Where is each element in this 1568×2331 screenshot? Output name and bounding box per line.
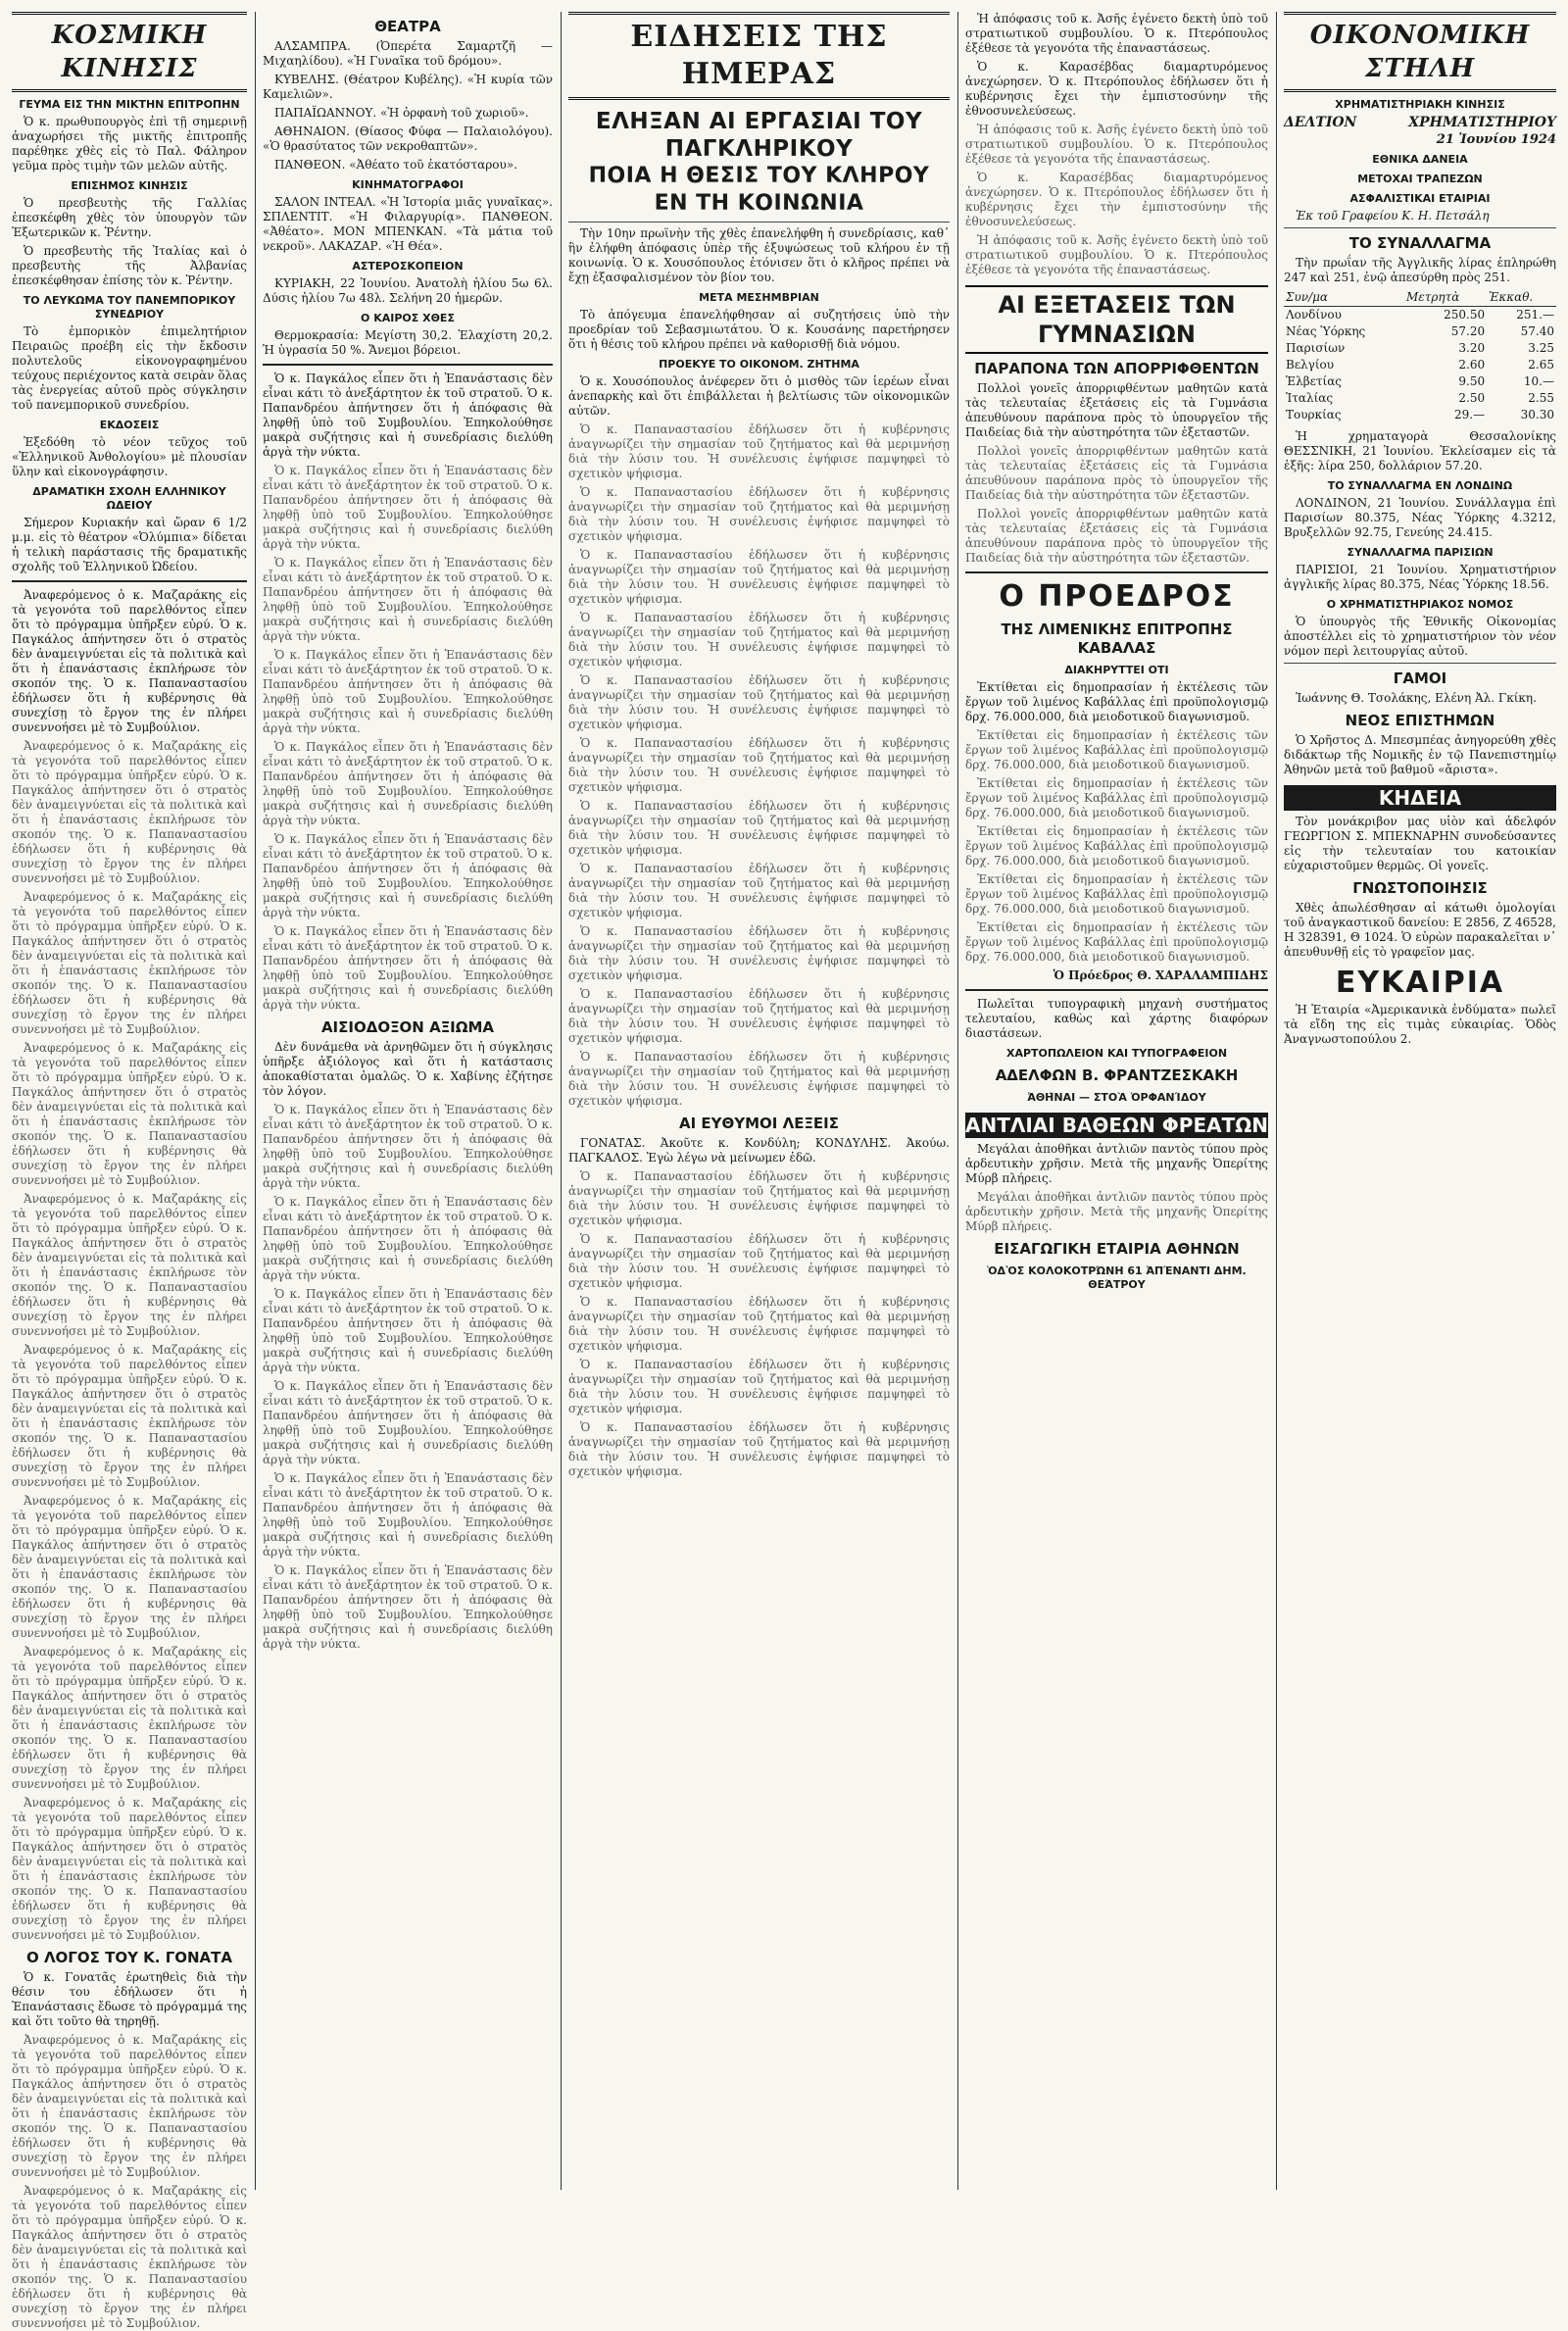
- table-cell: 57.40: [1520, 324, 1554, 338]
- section-heading: ΤΟ ΣΥΝΑΛΛΑΓΜΑ ΕΝ ΛΟΝΔΙΝΩ: [1327, 479, 1513, 492]
- divider: [1284, 227, 1556, 228]
- section-heading: ΔΡΑΜΑΤΙΚΗ ΣΧΟΛΗ ΕΛΛΗΝΙΚΟΥ ΩΔΕΙΟΥ: [32, 485, 226, 512]
- section-heading: ΤΟ ΣΥΝΑΛΛΑΓΜΑ: [1348, 234, 1492, 252]
- section-heading: Ο ΧΡΗΜΑΤΙΣΤΗΡΙΑΚΟΣ ΝΟΜΟΣ: [1326, 598, 1514, 611]
- article-text: Ὁ κ. Παπαναστασίου ἐδήλωσεν ὅτι ἡ κυβέρνησις ἀναγνωρίζει τὴν σημασίαν τοῦ ζητήματος καὶ θὰ μεριμνήσῃ διὰ τὴν λύσιν του. Ἡ συνέλευσις ἐψήφισε παμψηφεὶ τὸ σχετικὸν ψήφισμα.: [568, 485, 950, 543]
- section-heading: ΓΕΥΜΑ ΕΙΣ ΤΗΝ ΜΙΚΤΗΝ ΕΠΙΤΡΟΠΗΝ: [19, 98, 240, 111]
- proedros-subtitle: ΤΗΣ ΛΙΜΕΝΙΚΗΣ ΕΠΙΤΡΟΠΗΣ ΚΑΒΑΛΑΣ: [1001, 620, 1233, 657]
- table-cell: 29.—: [1454, 408, 1486, 422]
- deltion-left: ΔΕΛΤΙΟΝ: [1284, 115, 1357, 130]
- table-cell: 251.—: [1516, 308, 1554, 322]
- dateline: 21 Ἰουνίου 1924: [1436, 132, 1556, 147]
- column-eidiseis: [568, 12, 950, 2190]
- article-text: Ἐκτίθεται εἰς δημοπρασίαν ἡ ἐκτέλεσις τῶν ἔργων τοῦ λιμένος Καβάλλας ἐπὶ προϋπολογισμῷ δρχ. 76.000.000, διὰ μειοδοτικοῦ διαγωνισμοῦ.: [965, 872, 1268, 916]
- table-row: [1284, 390, 1556, 407]
- article-text: Ὁ κ. Παγκάλος εἶπεν ὅτι ἡ Ἐπανάστασις δὲν εἶναι κάτι τὸ ἀνεξάρτητον ἐκ τοῦ στρατοῦ. Ὁ κ. Παπανδρέου ἀπήντησεν ὅτι ἡ ἀπόφασις θὰ ληφθῇ ὑπὸ τοῦ Συμβουλίου. Ἐπηκολούθησε μακρὰ συζήτησις καὶ ἡ συνεδρίασις διελύθη ἀργὰ τὴν νύκτα.: [263, 1195, 553, 1282]
- section-heading: ΣΥΝΑΛΛΑΓΜΑ ΠΑΡΙΣΙΩΝ: [1347, 546, 1494, 559]
- section-heading: Ο ΛΟΓΟΣ ΤΟΥ Κ. ΓΟΝΑΤΑ: [25, 1949, 233, 1966]
- proedros-subtitle-2: ΔΙΑΚΗΡΥΤΤΕΙ ΟΤΙ: [1064, 664, 1169, 676]
- article-text: Ἀναφερόμενος ὁ κ. Μαζαράκης εἰς τὰ γεγονότα τοῦ παρελθόντος εἶπεν ὅτι τὸ πρόγραμμα ὑπῆρξεν εὐρύ. Ὁ κ. Παγκάλος ἀπήντησεν ὅτι ὁ στρατὸς δὲν ἀναμειγνύεται εἰς τὰ πολιτικὰ καὶ ὅτι ἡ ἐπανάστασις ἐκπλήρωσε τὸν σκοπόν της. Ὁ κ. Παπαναστασίου ἐδήλωσεν ὅτι ἡ κυβέρνησις θὰ συνεχίσῃ τὸ ἔργον της ἐν πλήρει συνεννοήσει μὲ τὸ Συμβούλιον.: [12, 2184, 247, 2330]
- article-text: Ἀναφερόμενος ὁ κ. Μαζαράκης εἰς τὰ γεγονότα τοῦ παρελθόντος εἶπεν ὅτι τὸ πρόγραμμα ὑπῆρξεν εὐρύ. Ὁ κ. Παγκάλος ἀπήντησεν ὅτι ὁ στρατὸς δὲν ἀναμειγνύεται εἰς τὰ πολιτικὰ καὶ ὅτι ἡ ἐπανάστασις ἐκπλήρωσε τὸν σκοπόν της. Ὁ κ. Παπαναστασίου ἐδήλωσεν ὅτι ἡ κυβέρνησις θὰ συνεχίσῃ τὸ ἔργον της ἐν πλήρει συνεννοήσει μὲ τὸ Συμβούλιον.: [12, 1192, 247, 1338]
- oikonomiki-masthead: ΟΙΚΟΝΟΜΙΚΗ ΣΤΗΛΗ: [1284, 12, 1556, 92]
- table-cell: 2.60: [1458, 358, 1486, 372]
- article-text: Ὁ κ. Παπαναστασίου ἐδήλωσεν ὅτι ἡ κυβέρνησις ἀναγνωρίζει τὴν σημασίαν τοῦ ζητήματος καὶ θὰ μεριμνήσῃ διὰ τὴν λύσιν του. Ἡ συνέλευσις ἐψήφισε παμψηφεὶ τὸ σχετικὸν ψήφισμα.: [568, 987, 950, 1045]
- table-cell: 3.25: [1528, 341, 1554, 355]
- article-text: Ὁ κ. Παπαναστασίου ἐδήλωσεν ὅτι ἡ κυβέρνησις ἀναγνωρίζει τὴν σημασίαν τοῦ ζητήματος καὶ θὰ μεριμνήσῃ διὰ τὴν λύσιν του. Ἡ συνέλευσις ἐψήφισε παμψηφεὶ τὸ σχετικὸν ψήφισμα.: [568, 924, 950, 982]
- table-cell: Ἰταλίας: [1286, 391, 1334, 405]
- cinema-listing: ΣΑΛΟΝ ΙΝΤΕΑΛ. «Ἡ Ἰστορία μιᾶς γυναῖκας». ΣΠΛΕΝΤΙΤ. «Ἡ Φιλαργυρίᾳ». ΠΑΝΘΕΟΝ. «Ἀθέατο». ΜΟΝ ΜΠΕΝΚΑΝ. «Τὰ μάτια τοῦ νεκροῦ». ΛΑΚΑΖΑΡ. «Ἡ Θέα».: [263, 195, 553, 253]
- article-text: Ὁ κ. Παπαναστασίου ἐδήλωσεν ὅτι ἡ κυβέρνησις ἀναγνωρίζει τὴν σημασίαν τοῦ ζητήματος καὶ θὰ μεριμνήσῃ διὰ τὴν λύσιν του. Ἡ συνέλευσις ἐψήφισε παμψηφεὶ τὸ σχετικὸν ψήφισμα.: [568, 1050, 950, 1108]
- article-text: Τὴν 10ην πρωϊνὴν τῆς χθὲς ἐπανελήφθη ἡ συνεδρίασις, καθ᾽ ἣν ἐλήφθη ἀπόφασις ὑπὲρ τῆς ἐξυψώσεως τοῦ κλήρου ἐν τῇ κοινωνίᾳ. Ὁ κ. Χουσόπουλος ἐτόνισεν ὅτι ὁ κλῆρος πρέπει νὰ ἔχῃ ἐξασφαλισμένον τὸν βίον του.: [568, 226, 950, 284]
- section-heading: ΝΕΟΣ ΕΠΙΣΤΗΜΩΝ: [1345, 712, 1495, 729]
- article-text: Ὁ κ. Παγκάλος εἶπεν ὅτι ἡ Ἐπανάστασις δὲν εἶναι κάτι τὸ ἀνεξάρτητον ἐκ τοῦ στρατοῦ. Ὁ κ. Παπανδρέου ἀπήντησεν ὅτι ἡ ἀπόφασις θὰ ληφθῇ ὑπὸ τοῦ Συμβουλίου. Ἐπηκολούθησε μακρὰ συζήτησις καὶ ἡ συνεδρίασις διελύθη ἀργὰ τὴν νύκτα.: [263, 372, 553, 459]
- section-heading: ΕΠΙΣΗΜΟΣ ΚΙΝΗΣΙΣ: [71, 179, 188, 192]
- article-text: ΛΟΝΔΙΝΟΝ, 21 Ἰουνίου. Συνάλλαγμα ἐπὶ Παρισίων 80.375, Νέας Ὑόρκης 4.3212, Βρυξελλῶν 92.75, Γενεύης 24.415.: [1284, 496, 1556, 539]
- table-cell: 2.50: [1458, 391, 1486, 405]
- article-text: Τὸ ἀπόγευμα ἐπανελήφθησαν αἱ συζητήσεις ὑπὸ τὴν προεδρίαν τοῦ Σεβασμιωτάτου. Ὁ κ. Κουσάνης παρετήρησεν ὅτι ἡ θέσις τοῦ κλήρου πρέπει νὰ καθορισθῇ διὰ νόμου.: [568, 308, 950, 351]
- table-cell: 57.20: [1450, 324, 1486, 338]
- article-text: Ἡ χρηματαγορὰ Θεσσαλονίκης ΘΕΣΣΝΙΚΗ, 21 Ἰουνίου. Ἐκλείσαμεν εἰς τὰ ἑξῆς: λίρα 250, δολλάριον 57.20.: [1284, 429, 1556, 472]
- kideia-title: ΚΗΔΕΙΑ: [1284, 785, 1556, 811]
- divider: [1284, 663, 1556, 664]
- table-row: [1284, 373, 1556, 390]
- kosmiki-kinisis-masthead: ΚΟΣΜΙΚΗ ΚΙΝΗΣΙΣ: [12, 12, 247, 92]
- newspaper-page: [12, 12, 1556, 2330]
- article-text: Ἐκτίθεται εἰς δημοπρασίαν ἡ ἐκτέλεσις τῶν ἔργων τοῦ λιμένος Καβάλλας ἐπὶ προϋπολογισμῷ δρχ. 76.000.000, διὰ μειοδοτικοῦ διαγωνισμοῦ.: [965, 728, 1268, 771]
- eidiseis-masthead: ΕΙΔΗΣΕΙΣ ΤΗΣ ΗΜΕΡΑΣ: [568, 12, 950, 100]
- article-text: Ὁ ὑπουργὸς τῆς Ἐθνικῆς Οἰκονομίας ἀποστέλλει εἰς τὸ χρηματιστήριον τὸν νέον νόμον περὶ λειτουργίας αὐτοῦ.: [1284, 615, 1556, 658]
- article-text: Ἐξεδόθη τὸ νέον τεῦχος τοῦ «Ἑλληνικοῦ Ἀνθολογίου» μὲ πλουσίαν ὕλην καὶ εἰκονογράφησιν.: [12, 435, 247, 478]
- divider: [965, 989, 1268, 991]
- article-text: Ὁ κ. Παπαναστασίου ἐδήλωσεν ὅτι ἡ κυβέρνησις ἀναγνωρίζει τὴν σημασίαν τοῦ ζητήματος καὶ θὰ μεριμνήσῃ διὰ τὴν λύσιν του. Ἡ συνέλευσις ἐψήφισε παμψηφεὶ τὸ σχετικὸν ψήφισμα.: [568, 799, 950, 857]
- section-heading: ΕΙΣΑΓΩΓΙΚΗ ΕΤΑΙΡΙΑ ΑΘΗΝΩΝ: [994, 1240, 1240, 1258]
- column-header: Ἐκκαθ.: [1487, 289, 1556, 307]
- article-text: Μεγάλαι ἀποθῆκαι ἀντλιῶν παντὸς τύπου πρὸς ἀρδευτικὴν χρῆσιν. Μετὰ τῆς μηχανῆς Ὀπερίτης Μύρβ πλήρεις.: [965, 1142, 1268, 1185]
- section-heading: Ο ΚΑΙΡΟΣ ΧΘΕΣ: [361, 312, 455, 324]
- article-text: Ἡ ἀπόφασις τοῦ κ. Ἀσῆς ἐγένετο δεκτὴ ὑπὸ τοῦ στρατιωτικοῦ συμβουλίου. Ὁ κ. Πτερόπουλος ἐξέθεσε τὰ γεγονότα τῆς ἐπαναστάσεως.: [965, 123, 1268, 166]
- article-text: Ὁ κ. Παπαναστασίου ἐδήλωσεν ὅτι ἡ κυβέρνησις ἀναγνωρίζει τὴν σημασίαν τοῦ ζητήματος καὶ θὰ μεριμνήσῃ διὰ τὴν λύσιν του. Ἡ συνέλευσις ἐψήφισε παμψηφεὶ τὸ σχετικὸν ψήφισμα.: [568, 1420, 950, 1478]
- section-heading: ΤΟ ΛΕΥΚΩΜΑ ΤΟΥ ΠΑΝΕΜΠΟΡΙΚΟΥ ΣΥΝΕΔΡΙΟΥ: [23, 294, 236, 321]
- article-text: Ὁ κ. Παπαναστασίου ἐδήλωσεν ὅτι ἡ κυβέρνησις ἀναγνωρίζει τὴν σημασίαν τοῦ ζητήματος καὶ θὰ μεριμνήσῃ διὰ τὴν λύσιν του. Ἡ συνέλευσις ἐψήφισε παμψηφεὶ τὸ σχετικὸν ψήφισμα.: [568, 1169, 950, 1227]
- exams-title: ΑΙ ΕΞΕΤΑΣΕΙΣ ΤΩΝ ΓΥΜΝΑΣΙΩΝ: [965, 285, 1268, 354]
- section-heading: ΧΡΗΜΑΤΙΣΤΗΡΙΑΚΗ ΚΙΝΗΣΙΣ: [1335, 98, 1505, 111]
- section-heading: ΕΚΔΟΣΕΙΣ: [99, 419, 160, 431]
- exchange-rates-table: [1284, 289, 1556, 423]
- divider: [12, 580, 247, 582]
- table-header-row: [1284, 289, 1556, 307]
- section-heading: ΠΑΡΑΠΟΝΑ ΤΩΝ ΑΠΟΡΡΙΦΘΕΝΤΩΝ: [974, 360, 1259, 377]
- article-text: Ὁ κ. Παγκάλος εἶπεν ὅτι ἡ Ἐπανάστασις δὲν εἶναι κάτι τὸ ἀνεξάρτητον ἐκ τοῦ στρατοῦ. Ὁ κ. Παπανδρέου ἀπήντησεν ὅτι ἡ ἀπόφασις θὰ ληφθῇ ὑπὸ τοῦ Συμβουλίου. Ἐπηκολούθησε μακρὰ συζήτησις καὶ ἡ συνεδρίασις διελύθη ἀργὰ τὴν νύκτα.: [263, 740, 553, 827]
- article-text: ΠΑΡΙΣΙΟΙ, 21 Ἰουνίου. Χρηματιστήριον ἀγγλικῆς λίρας 80.375, Νέας Ὑόρκης 18.56.: [1284, 563, 1556, 591]
- table-cell: Τουρκίας: [1286, 408, 1342, 422]
- article-text: ΓΟΝΑΤΑΣ. Ἀκοῦτε κ. Κονδύλη; ΚΟΝΔΥΛΗΣ. Ἀκούω. ΠΑΓΚΑΛΟΣ. Ἐγὼ λέγω νὰ μείνωμεν ἐδῶ.: [568, 1136, 950, 1165]
- column-oikonomiki: [1284, 12, 1556, 2190]
- section-heading: ΜΕΤΟΧΑΙ ΤΡΑΠΕΖΩΝ: [1357, 173, 1483, 185]
- article-text: Ἐκ τοῦ Γραφείου Κ. Η. Πετσάλη: [1296, 209, 1490, 223]
- column-rule: [1276, 12, 1277, 2190]
- article-text: Ὁ κ. Καρασέβδας διαμαρτυρόμενος ἀνεχώρησεν. Ὁ κ. Πτερόπουλος ἐδήλωσεν ὅτι ἡ κυβέρνησις ἔχει τὴν ἐμπιστοσύνην τῆς ἐθνοσυνελεύσεως.: [965, 171, 1268, 228]
- article-text: Ὁ κ. Παγκάλος εἶπεν ὅτι ἡ Ἐπανάστασις δὲν εἶναι κάτι τὸ ἀνεξάρτητον ἐκ τοῦ στρατοῦ. Ὁ κ. Παπανδρέου ἀπήντησεν ὅτι ἡ ἀπόφασις θὰ ληφθῇ ὑπὸ τοῦ Συμβουλίου. Ἐπηκολούθησε μακρὰ συζήτησις καὶ ἡ συνεδρίασις διελύθη ἀργὰ τὴν νύκτα.: [263, 648, 553, 735]
- article-text: Ἀναφερόμενος ὁ κ. Μαζαράκης εἰς τὰ γεγονότα τοῦ παρελθόντος εἶπεν ὅτι τὸ πρόγραμμα ὑπῆρξεν εὐρύ. Ὁ κ. Παγκάλος ἀπήντησεν ὅτι ὁ στρατὸς δὲν ἀναμειγνύεται εἰς τὰ πολιτικὰ καὶ ὅτι ἡ ἐπανάστασις ἐκπλήρωσε τὸν σκοπόν της. Ὁ κ. Παπαναστασίου ἐδήλωσεν ὅτι ἡ κυβέρνησις θὰ συνεχίσῃ τὸ ἔργον της ἐν πλήρει συνεννοήσει μὲ τὸ Συμβούλιον.: [12, 1796, 247, 1942]
- article-text: Ἀναφερόμενος ὁ κ. Μαζαράκης εἰς τὰ γεγονότα τοῦ παρελθόντος εἶπεν ὅτι τὸ πρόγραμμα ὑπῆρξεν εὐρύ. Ὁ κ. Παγκάλος ἀπήντησεν ὅτι ὁ στρατὸς δὲν ἀναμειγνύεται εἰς τὰ πολιτικὰ καὶ ὅτι ἡ ἐπανάστασις ἐκπλήρωσε τὸν σκοπόν της. Ὁ κ. Παπαναστασίου ἐδήλωσεν ὅτι ἡ κυβέρνησις θὰ συνεχίσῃ τὸ ἔργον της ἐν πλήρει συνεννοήσει μὲ τὸ Συμβούλιον.: [12, 2033, 247, 2179]
- article-text: Μεγάλαι ἀποθῆκαι ἀντλιῶν παντὸς τύπου πρὸς ἀρδευτικὴν χρῆσιν. Μετὰ τῆς μηχανῆς Ὀπερίτης Μύρβ πλήρεις.: [965, 1190, 1268, 1233]
- article-text: Ὁ κ. Παγκάλος εἶπεν ὅτι ἡ Ἐπανάστασις δὲν εἶναι κάτι τὸ ἀνεξάρτητον ἐκ τοῦ στρατοῦ. Ὁ κ. Παπανδρέου ἀπήντησεν ὅτι ἡ ἀπόφασις θὰ ληφθῇ ὑπὸ τοῦ Συμβουλίου. Ἐπηκολούθησε μακρὰ συζήτησις καὶ ἡ συνεδρίασις διελύθη ἀργὰ τὴν νύκτα.: [263, 832, 553, 919]
- article-text: Δὲν δυνάμεθα νὰ ἀρνηθῶμεν ὅτι ἡ σύγκλησις ὑπῆρξε ἀξιόλογος καὶ ὅτι ἡ κατάστασις ἀποκαθίσταται ὁμαλῶς. Ὁ κ. Χαβίνης ἐζήτησε τὸν λόγον.: [263, 1040, 553, 1098]
- article-text: Ὁ κ. Παγκάλος εἶπεν ὅτι ἡ Ἐπανάστασις δὲν εἶναι κάτι τὸ ἀνεξάρτητον ἐκ τοῦ στρατοῦ. Ὁ κ. Παπανδρέου ἀπήντησεν ὅτι ἡ ἀπόφασις θὰ ληφθῇ ὑπὸ τοῦ Συμβουλίου. Ἐπηκολούθησε μακρὰ συζήτησις καὶ ἡ συνεδρίασις διελύθη ἀργὰ τὴν νύκτα.: [263, 1563, 553, 1651]
- article-text: Ἐκτίθεται εἰς δημοπρασίαν ἡ ἐκτέλεσις τῶν ἔργων τοῦ λιμένος Καβάλλας ἐπὶ προϋπολογισμῷ δρχ. 76.000.000, διὰ μειοδοτικοῦ διαγωνισμοῦ.: [965, 824, 1268, 868]
- table-cell: Ἑλβετίας: [1286, 374, 1343, 388]
- theatre-listing: ΠΑΝΘΕΟΝ. «Ἀθέατο τοῦ ἐκατόσταρου».: [274, 158, 517, 172]
- deltion-heading: [1284, 116, 1556, 130]
- article-text: Ἀναφερόμενος ὁ κ. Μαζαράκης εἰς τὰ γεγονότα τοῦ παρελθόντος εἶπεν ὅτι τὸ πρόγραμμα ὑπῆρξεν εὐρύ. Ὁ κ. Παγκάλος ἀπήντησεν ὅτι ὁ στρατὸς δὲν ἀναμειγνύεται εἰς τὰ πολιτικὰ καὶ ὅτι ἡ ἐπανάστασις ἐκπλήρωσε τὸν σκοπόν της. Ὁ κ. Παπαναστασίου ἐδήλωσεν ὅτι ἡ κυβέρνησις θὰ συνεχίσῃ τὸ ἔργον της ἐν πλήρει συνεννοήσει μὲ τὸ Συμβούλιον.: [12, 1343, 247, 1489]
- article-text: Ἀναφερόμενος ὁ κ. Μαζαράκης εἰς τὰ γεγονότα τοῦ παρελθόντος εἶπεν ὅτι τὸ πρόγραμμα ὑπῆρξεν εὐρύ. Ὁ κ. Παγκάλος ἀπήντησεν ὅτι ὁ στρατὸς δὲν ἀναμειγνύεται εἰς τὰ πολιτικὰ καὶ ὅτι ἡ ἐπανάστασις ἐκπλήρωσε τὸν σκοπόν της. Ὁ κ. Παπαναστασίου ἐδήλωσεν ὅτι ἡ κυβέρνησις θὰ συνεχίσῃ τὸ ἔργον της ἐν πλήρει συνεννοήσει μὲ τὸ Συμβούλιον.: [12, 1041, 247, 1187]
- table-cell: Βελγίου: [1286, 358, 1335, 372]
- article-text: Πολλοὶ γονεῖς ἀπορριφθέντων μαθητῶν κατὰ τὰς τελευταίας ἐξετάσεις εἰς τὰ Γυμνάσια ἀπευθύνουν παράπονα πρὸς τὸ ὑπουργεῖον τῆς Παιδείας διὰ τὴν αὐστηρότητα τῶν ἐξεταστῶν.: [965, 381, 1268, 439]
- article-text: Ἐκτίθεται εἰς δημοπρασίαν ἡ ἐκτέλεσις τῶν ἔργων τοῦ λιμένος Καβάλλας ἐπὶ προϋπολογισμῷ δρχ. 76.000.000, διὰ μειοδοτικοῦ διαγωνισμοῦ.: [965, 680, 1268, 723]
- table-row: [1284, 323, 1556, 340]
- article-text: Ὁ κ. Παγκάλος εἶπεν ὅτι ἡ Ἐπανάστασις δὲν εἶναι κάτι τὸ ἀνεξάρτητον ἐκ τοῦ στρατοῦ. Ὁ κ. Παπανδρέου ἀπήντησεν ὅτι ἡ ἀπόφασις θὰ ληφθῇ ὑπὸ τοῦ Συμβουλίου. Ἐπηκολούθησε μακρὰ συζήτησις καὶ ἡ συνεδρίασις διελύθη ἀργὰ τὴν νύκτα.: [263, 1103, 553, 1190]
- divider: [965, 571, 1268, 573]
- article-text: Ὁ κ. Παγκάλος εἶπεν ὅτι ἡ Ἐπανάστασις δὲν εἶναι κάτι τὸ ἀνεξάρτητον ἐκ τοῦ στρατοῦ. Ὁ κ. Παπανδρέου ἀπήντησεν ὅτι ἡ ἀπόφασις θὰ ληφθῇ ὑπὸ τοῦ Συμβουλίου. Ἐπηκολούθησε μακρὰ συζήτησις καὶ ἡ συνεδρίασις διελύθη ἀργὰ τὴν νύκτα.: [263, 1287, 553, 1374]
- article-text: Χθὲς ἀπωλέσθησαν αἱ κάτωθι ὁμολογίαι τοῦ ἀναγκαστικοῦ δανείου: Ε 2856, Ζ 46528, Η 328391, Θ 1024. Ὁ εὑρὼν παρακαλεῖται ν᾽ ἀπευθυνθῇ εἰς τὸ γραφεῖον μας.: [1284, 901, 1556, 959]
- article-text: Ὁ κ. Καρασέβδας διαμαρτυρόμενος ἀνεχώρησεν. Ὁ κ. Πτερόπουλος ἐδήλωσεν ὅτι ἡ κυβέρνησις ἔχει τὴν ἐμπιστοσύνην τῆς ἐθνοσυνελεύσεως.: [965, 60, 1268, 118]
- table-cell: Νέας Ὑόρκης: [1286, 324, 1366, 338]
- article-text: Τὸ ἐμπορικὸν ἐπιμελητήριον Πειραιῶς προέβη εἰς τὴν ἔκδοσιν πολυτελοῦς εἰκονογραφημένου τεύχους περιέχοντος κατὰ σειρὰν ὅλας τὰς ἐνεργείας αὐτοῦ πρὸς σύγκλησιν τοῦ πανεμπορικοῦ συνεδρίου.: [12, 324, 247, 412]
- signature: Ὁ Πρόεδρος Θ. ΧΑΡΑΛΑΜΠΙΔΗΣ: [1053, 968, 1268, 982]
- table-row: [1284, 407, 1556, 423]
- article-text: Ἐκτίθεται εἰς δημοπρασίαν ἡ ἐκτέλεσις τῶν ἔργων τοῦ λιμένος Καβάλλας ἐπὶ προϋπολογισμῷ δρχ. 76.000.000, διὰ μειοδοτικοῦ διαγωνισμοῦ.: [965, 920, 1268, 964]
- article-text: Ἡ ἀπόφασις τοῦ κ. Ἀσῆς ἐγένετο δεκτὴ ὑπὸ τοῦ στρατιωτικοῦ συμβουλίου. Ὁ κ. Πτερόπουλος ἐξέθεσε τὰ γεγονότα τῆς ἐπαναστάσεως.: [965, 233, 1268, 276]
- article-text: Ἡ Ἑταιρία «Ἀμερικανικὰ ἐνδύματα» πωλεῖ τὰ εἴδη της εἰς τιμὰς εὐκαιρίας. Ὁδὸς Ἀναγνωστοπούλου 2.: [1284, 1003, 1556, 1046]
- proedros-title: Ο ΠΡΟΕΔΡΟΣ: [999, 579, 1235, 614]
- article-text: Ὁ Χρῆστος Δ. Μπεσμπέας ἀνηγορεύθη χθὲς διδάκτωρ τῆς Νομικῆς ἐν τῷ Πανεπιστημίῳ Ἀθηνῶν μετὰ τοῦ βαθμοῦ «ἄριστα».: [1284, 733, 1556, 776]
- article-text: Ἀναφερόμενος ὁ κ. Μαζαράκης εἰς τὰ γεγονότα τοῦ παρελθόντος εἶπεν ὅτι τὸ πρόγραμμα ὑπῆρξεν εὐρύ. Ὁ κ. Παγκάλος ἀπήντησεν ὅτι ὁ στρατὸς δὲν ἀναμειγνύεται εἰς τὰ πολιτικὰ καὶ ὅτι ἡ ἐπανάστασις ἐκπλήρωσε τὸν σκοπόν της. Ὁ κ. Παπαναστασίου ἐδήλωσεν ὅτι ἡ κυβέρνησις θὰ συνεχίσῃ τὸ ἔργον της ἐν πλήρει συνεννοήσει μὲ τὸ Συμβούλιον.: [12, 588, 247, 734]
- article-text: Ὁ κ. Παπαναστασίου ἐδήλωσεν ὅτι ἡ κυβέρνησις ἀναγνωρίζει τὴν σημασίαν τοῦ ζητήματος καὶ θὰ μεριμνήσῃ διὰ τὴν λύσιν του. Ἡ συνέλευσις ἐψήφισε παμψηφεὶ τὸ σχετικὸν ψήφισμα.: [568, 548, 950, 606]
- section-heading: ΓΝΩΣΤΟΠΟΙΗΣΙΣ: [1352, 879, 1488, 897]
- column-rule: [561, 12, 562, 2190]
- divider: [263, 364, 553, 366]
- article-text: Ὁ πρεσβευτὴς τῆς Γαλλίας ἐπεσκέφθη χθὲς τὸν ὑπουργὸν τῶν Ἐξωτερικῶν κ. Ῥέντην.: [12, 196, 247, 239]
- section-heading: ΓΑΜΟΙ: [1393, 670, 1447, 687]
- table-cell: Παρισίων: [1286, 341, 1346, 355]
- section-heading: ΑΙΣΙΟΔΟΞΟΝ ΑΞΙΩΜΑ: [320, 1018, 495, 1036]
- table-row: [1284, 307, 1556, 324]
- column-rule: [255, 12, 256, 2190]
- advertiser-address: ἈΘΗ͂ΝΑΙ — ΣΤΟᾺ ὈΡΦΑΝΊΔΟΥ: [1027, 1091, 1206, 1104]
- advertiser-name: ΑΔΕΛΦΩΝ Β. ΦΡΑΝΤΖΕΣΚΑΚΗ: [995, 1066, 1239, 1084]
- theatre-listing: ΑΘΗΝΑΙΟΝ. (Θίασος Φύφα — Παλαιολόγου). «Ὁ θρασύτατος τῶν νεκροθαπτῶν».: [263, 124, 553, 153]
- article-text: Ἀναφερόμενος ὁ κ. Μαζαράκης εἰς τὰ γεγονότα τοῦ παρελθόντος εἶπεν ὅτι τὸ πρόγραμμα ὑπῆρξεν εὐρύ. Ὁ κ. Παγκάλος ἀπήντησεν ὅτι ὁ στρατὸς δὲν ἀναμειγνύεται εἰς τὰ πολιτικὰ καὶ ὅτι ἡ ἐπανάστασις ἐκπλήρωσε τὸν σκοπόν της. Ὁ κ. Παπαναστασίου ἐδήλωσεν ὅτι ἡ κυβέρνησις θὰ συνεχίσῃ τὸ ἔργον της ἐν πλήρει συνεννοήσει μὲ τὸ Συμβούλιον.: [12, 1494, 247, 1640]
- section-heading: ΧΑΡΤΟΠΩΛΕΙΟΝ ΚΑΙ ΤΥΠΟΓΡΑΦΕΙΟΝ: [1005, 1047, 1228, 1060]
- theatre-listing: ΠΑΠΑΪΩΑΝΝΟΥ. «Ἡ ὀρφανὴ τοῦ χωριοῦ».: [274, 106, 529, 120]
- section-heading: ΠΡΟΕΚΥΕ ΤΟ ΟΙΚΟΝΟΜ. ΖΗΤΗΜΑ: [659, 358, 859, 371]
- column-rule: [957, 12, 958, 2190]
- article-text: Ἀναφερόμενος ὁ κ. Μαζαράκης εἰς τὰ γεγονότα τοῦ παρελθόντος εἶπεν ὅτι τὸ πρόγραμμα ὑπῆρξεν εὐρύ. Ὁ κ. Παγκάλος ἀπήντησεν ὅτι ὁ στρατὸς δὲν ἀναμειγνύεται εἰς τὰ πολιτικὰ καὶ ὅτι ἡ ἐπανάστασις ἐκπλήρωσε τὸν σκοπόν της. Ὁ κ. Παπαναστασίου ἐδήλωσεν ὅτι ἡ κυβέρνησις θὰ συνεχίσῃ τὸ ἔργον της ἐν πλήρει συνεννοήσει μὲ τὸ Συμβούλιον.: [12, 1645, 247, 1791]
- deltion-right: ΧΡΗΜΑΤΙΣΤΗΡΙΟΥ: [1408, 115, 1556, 130]
- advertiser-address: ὉΔῸΣ ΚΟΛΟΚΟΤΡΏΝΗ 61 ἈΠΈΝΑΝΤΙ ΔΗΜ. ΘΕΆΤΡΟΥ: [987, 1265, 1247, 1291]
- table-row: [1284, 357, 1556, 373]
- article-text: Ἀναφερόμενος ὁ κ. Μαζαράκης εἰς τὰ γεγονότα τοῦ παρελθόντος εἶπεν ὅτι τὸ πρόγραμμα ὑπῆρξεν εὐρύ. Ὁ κ. Παγκάλος ἀπήντησεν ὅτι ὁ στρατὸς δὲν ἀναμειγνύεται εἰς τὰ πολιτικὰ καὶ ὅτι ἡ ἐπανάστασις ἐκπλήρωσε τὸν σκοπόν της. Ὁ κ. Παπαναστασίου ἐδήλωσεν ὅτι ἡ κυβέρνησις θὰ συνεχίσῃ τὸ ἔργον της ἐν πλήρει συνεννοήσει μὲ τὸ Συμβούλιον.: [12, 890, 247, 1036]
- theatre-listing: ΑΛΣΑΜΠΡΑ. (Ὀπερέτα Σαμαρτζῆ — Μιχαηλίδου). «Ἡ Γυναῖκα τοῦ δρόμου».: [263, 39, 553, 68]
- article-text: Ἀναφερόμενος ὁ κ. Μαζαράκης εἰς τὰ γεγονότα τοῦ παρελθόντος εἶπεν ὅτι τὸ πρόγραμμα ὑπῆρξεν εὐρύ. Ὁ κ. Παγκάλος ἀπήντησεν ὅτι ὁ στρατὸς δὲν ἀναμειγνύεται εἰς τὰ πολιτικὰ καὶ ὅτι ἡ ἐπανάστασις ἐκπλήρωσε τὸν σκοπόν της. Ὁ κ. Παπαναστασίου ἐδήλωσεν ὅτι ἡ κυβέρνησις θὰ συνεχίσῃ τὸ ἔργον της ἐν πλήρει συνεννοήσει μὲ τὸ Συμβούλιον.: [12, 739, 247, 885]
- article-text: Ὁ κ. Παγκάλος εἶπεν ὅτι ἡ Ἐπανάστασις δὲν εἶναι κάτι τὸ ἀνεξάρτητον ἐκ τοῦ στρατοῦ. Ὁ κ. Παπανδρέου ἀπήντησεν ὅτι ἡ ἀπόφασις θὰ ληφθῇ ὑπὸ τοῦ Συμβουλίου. Ἐπηκολούθησε μακρὰ συζήτησις καὶ ἡ συνεδρίασις διελύθη ἀργὰ τὴν νύκτα.: [263, 464, 553, 551]
- article-text: ΚΥΡΙΑΚΗ, 22 Ἰουνίου. Ἀνατολὴ ἡλίου 5ω 6λ. Δύσις ἡλίου 7ω 48λ. Σελήνη 20 ἡμερῶν.: [263, 276, 553, 305]
- lead-headline: ΕΛΗΞΑΝ ΑΙ ΕΡΓΑΣΙΑΙ ΤΟΥ ΠΑΓΚΛΗΡΙΚΟΥ: [595, 109, 923, 162]
- article-text: Πωλεῖται τυπογραφικὴ μηχανὴ συστήματος τελευταίου, καθὼς καὶ χάρτης διαφόρων διαστάσεων.: [965, 997, 1268, 1040]
- table-cell: 9.50: [1458, 374, 1486, 388]
- article-text: Ὁ κ. Παπαναστασίου ἐδήλωσεν ὅτι ἡ κυβέρνησις ἀναγνωρίζει τὴν σημασίαν τοῦ ζητήματος καὶ θὰ μεριμνήσῃ διὰ τὴν λύσιν του. Ἡ συνέλευσις ἐψήφισε παμψηφεὶ τὸ σχετικὸν ψήφισμα.: [568, 1232, 950, 1290]
- table-cell: 10.—: [1523, 374, 1554, 388]
- article-text: Θερμοκρασία: Μεγίστη 30,2. Ἐλαχίστη 20,2. Ἡ ὑγρασία 50 %. Ἄνεμοι βόρειοι.: [263, 328, 553, 357]
- article-text: Ὁ κ. Παπαναστασίου ἐδήλωσεν ὅτι ἡ κυβέρνησις ἀναγνωρίζει τὴν σημασίαν τοῦ ζητήματος καὶ θὰ μεριμνήσῃ διὰ τὴν λύσιν του. Ἡ συνέλευσις ἐψήφισε παμψηφεὶ τὸ σχετικὸν ψήφισμα.: [568, 1295, 950, 1353]
- column-middle-right: [965, 12, 1268, 2190]
- article-text: Ὁ κ. πρωθυπουργὸς ἐπὶ τῇ σημερινῇ ἀναχωρήσει τῆς μικτῆς ἐπιτροπῆς παρέθηκε χθὲς εἰς τὸ Παλ. Φάληρον γεῦμα πρὸς τιμὴν τῶν μελῶν αὐτῆς.: [12, 115, 247, 173]
- article-text: Ὁ κ. Παπαναστασίου ἐδήλωσεν ὅτι ἡ κυβέρνησις ἀναγνωρίζει τὴν σημασίαν τοῦ ζητήματος καὶ θὰ μεριμνήσῃ διὰ τὴν λύσιν του. Ἡ συνέλευσις ἐψήφισε παμψηφεὶ τὸ σχετικὸν ψήφισμα.: [568, 736, 950, 794]
- article-text: Ὁ πρεσβευτὴς τῆς Ἰταλίας καὶ ὁ πρεσβευτὴς τῆς Ἀλβανίας ἐπεσκέφθησαν ἐπίσης τὸν κ. Ῥέντην.: [12, 244, 247, 287]
- article-text: Ἡ ἀπόφασις τοῦ κ. Ἀσῆς ἐγένετο δεκτὴ ὑπὸ τοῦ στρατιωτικοῦ συμβουλίου. Ὁ κ. Πτερόπουλος ἐξέθεσε τὰ γεγονότα τῆς ἐπαναστάσεως.: [965, 12, 1268, 55]
- column-kosmiki-kinisis: [12, 12, 247, 2330]
- section-heading: ΕΘΝΙΚΑ ΔΑΝΕΙΑ: [1372, 153, 1468, 166]
- table-cell: 3.20: [1458, 341, 1486, 355]
- column-header: Μετρητὰ: [1404, 289, 1487, 307]
- theatre-listing: ΚΥΒΕΛΗΣ. (Θέατρον Κυβέλης). «Ἡ κυρία τῶν Καμελιῶν».: [263, 73, 553, 101]
- pumps-title: ΑΝΤΛΙΑΙ ΒΑΘΕΩΝ ΦΡΕΑΤΩΝ: [965, 1114, 1268, 1137]
- article-text: Ὁ κ. Παγκάλος εἶπεν ὅτι ἡ Ἐπανάστασις δὲν εἶναι κάτι τὸ ἀνεξάρτητον ἐκ τοῦ στρατοῦ. Ὁ κ. Παπανδρέου ἀπήντησεν ὅτι ἡ ἀπόφασις θὰ ληφθῇ ὑπὸ τοῦ Συμβουλίου. Ἐπηκολούθησε μακρὰ συζήτησις καὶ ἡ συνεδρίασις διελύθη ἀργὰ τὴν νύκτα.: [263, 1379, 553, 1466]
- article-text: Ὁ κ. Γονατᾶς ἐρωτηθεὶς διὰ τὴν θέσιν του ἐδήλωσεν ὅτι ἡ Ἐπανάστασις ἔδωσε τὸ πρόγραμμά της καὶ ὅτι τοῦτο θὰ τηρηθῇ.: [12, 1970, 247, 2028]
- column-theatra: [263, 12, 553, 2190]
- article-text: Ὁ κ. Παπαναστασίου ἐδήλωσεν ὅτι ἡ κυβέρνησις ἀναγνωρίζει τὴν σημασίαν τοῦ ζητήματος καὶ θὰ μεριμνήσῃ διὰ τὴν λύσιν του. Ἡ συνέλευσις ἐψήφισε παμψηφεὶ τὸ σχετικὸν ψήφισμα.: [568, 862, 950, 919]
- article-text: Ὁ κ. Παπαναστασίου ἐδήλωσεν ὅτι ἡ κυβέρνησις ἀναγνωρίζει τὴν σημασίαν τοῦ ζητήματος καὶ θὰ μεριμνήσῃ διὰ τὴν λύσιν του. Ἡ συνέλευσις ἐψήφισε παμψηφεὶ τὸ σχετικὸν ψήφισμα.: [568, 611, 950, 669]
- article-text: Ὁ κ. Παγκάλος εἶπεν ὅτι ἡ Ἐπανάστασις δὲν εἶναι κάτι τὸ ἀνεξάρτητον ἐκ τοῦ στρατοῦ. Ὁ κ. Παπανδρέου ἀπήντησεν ὅτι ἡ ἀπόφασις θὰ ληφθῇ ὑπὸ τοῦ Συμβουλίου. Ἐπηκολούθησε μακρὰ συζήτησις καὶ ἡ συνεδρίασις διελύθη ἀργὰ τὴν νύκτα.: [263, 556, 553, 643]
- article-text: Ὁ κ. Παπαναστασίου ἐδήλωσεν ὅτι ἡ κυβέρνησις ἀναγνωρίζει τὴν σημασίαν τοῦ ζητήματος καὶ θὰ μεριμνήσῃ διὰ τὴν λύσιν του. Ἡ συνέλευσις ἐψήφισε παμψηφεὶ τὸ σχετικὸν ψήφισμα.: [568, 673, 950, 731]
- article-text: Ὁ κ. Χουσόπουλος ἀνέφερεν ὅτι ὁ μισθὸς τῶν ἱερέων εἶναι ἀνεπαρκὴς καὶ ὅτι ἐπιβάλλεται ἡ βελτίωσις τῶν οἰκονομικῶν αὐτῶν.: [568, 374, 950, 418]
- article-text: Ὁ κ. Παγκάλος εἶπεν ὅτι ἡ Ἐπανάστασις δὲν εἶναι κάτι τὸ ἀνεξάρτητον ἐκ τοῦ στρατοῦ. Ὁ κ. Παπανδρέου ἀπήντησεν ὅτι ἡ ἀπόφασις θὰ ληφθῇ ὑπὸ τοῦ Συμβουλίου. Ἐπηκολούθησε μακρὰ συζήτησις καὶ ἡ συνεδρίασις διελύθη ἀργὰ τὴν νύκτα.: [263, 1471, 553, 1559]
- article-text: Ἐκτίθεται εἰς δημοπρασίαν ἡ ἐκτέλεσις τῶν ἔργων τοῦ λιμένος Καβάλλας ἐπὶ προϋπολογισμῷ δρχ. 76.000.000, διὰ μειοδοτικοῦ διαγωνισμοῦ.: [965, 776, 1268, 819]
- column-header: Συν/μα: [1284, 289, 1404, 307]
- lead-subheadline: ΠΟΙΑ Η ΘΕΣΙΣ ΤΟΥ ΚΛΗΡΟΥ ΕΝ ΤΗ ΚΟΙΝΩΝΙΑ: [588, 164, 930, 216]
- section-heading: ΑΙ ΕΥΘΥΜΟΙ ΛΕΞΕΙΣ: [678, 1115, 840, 1132]
- table-cell: Λονδίνου: [1286, 308, 1342, 322]
- theatra-heading: ΘΕΑΤΡΑ: [374, 18, 441, 35]
- table-row: [1284, 340, 1556, 357]
- article-text: Τὴν πρωΐαν τῆς Ἀγγλικῆς λίρας ἐπληρώθη 247 καὶ 251, ἐνῷ ἀπεσύρθη πρὸς 251.: [1284, 256, 1556, 284]
- article-text: Πολλοὶ γονεῖς ἀπορριφθέντων μαθητῶν κατὰ τὰς τελευταίας ἐξετάσεις εἰς τὰ Γυμνάσια ἀπευθύνουν παράπονα πρὸς τὸ ὑπουργεῖον τῆς Παιδείας διὰ τὴν αὐστηρότητα τῶν ἐξεταστῶν.: [965, 444, 1268, 502]
- section-heading: ΑΣΦΑΛΙΣΤΙΚΑΙ ΕΤΑΙΡΙΑΙ: [1349, 192, 1491, 205]
- article-text: Ὁ κ. Παπαναστασίου ἐδήλωσεν ὅτι ἡ κυβέρνησις ἀναγνωρίζει τὴν σημασίαν τοῦ ζητήματος καὶ θὰ μεριμνήσῃ διὰ τὴν λύσιν του. Ἡ συνέλευσις ἐψήφισε παμψηφεὶ τὸ σχετικὸν ψήφισμα.: [568, 422, 950, 480]
- article-text: Ἰωάννης Θ. Τσολάκης, Ελένη Ἀλ. Γκίκη.: [1296, 691, 1537, 705]
- divider: [568, 222, 950, 223]
- article-text: Ὁ κ. Παγκάλος εἶπεν ὅτι ἡ Ἐπανάστασις δὲν εἶναι κάτι τὸ ἀνεξάρτητον ἐκ τοῦ στρατοῦ. Ὁ κ. Παπανδρέου ἀπήντησεν ὅτι ἡ ἀπόφασις θὰ ληφθῇ ὑπὸ τοῦ Συμβουλίου. Ἐπηκολούθησε μακρὰ συζήτησις καὶ ἡ συνεδρίασις διελύθη ἀργὰ τὴν νύκτα.: [263, 924, 553, 1012]
- article-text: Ὁ κ. Παπαναστασίου ἐδήλωσεν ὅτι ἡ κυβέρνησις ἀναγνωρίζει τὴν σημασίαν τοῦ ζητήματος καὶ θὰ μεριμνήσῃ διὰ τὴν λύσιν του. Ἡ συνέλευσις ἐψήφισε παμψηφεὶ τὸ σχετικὸν ψήφισμα.: [568, 1358, 950, 1415]
- table-cell: 2.65: [1528, 358, 1554, 372]
- table-cell: 2.55: [1528, 391, 1554, 405]
- table-cell: 250.50: [1444, 308, 1486, 322]
- article-text: Τὸν μονάκριβον μας υἱὸν καὶ ἀδελφόν ΓΕΩΡΓΙΟΝ Σ. ΜΠΕΚΝΑΡΗΝ συνοδεύσαντες εἰς τὴν τελευταίαν του κατοικίαν εὐχαριστοῦμεν θερμῶς. Οἱ γονεῖς.: [1284, 815, 1556, 872]
- section-heading: ΑΣΤΕΡΟΣΚΟΠΕΙΟΝ: [352, 260, 464, 273]
- article-text: Πολλοὶ γονεῖς ἀπορριφθέντων μαθητῶν κατὰ τὰς τελευταίας ἐξετάσεις εἰς τὰ Γυμνάσια ἀπευθύνουν παράπονα πρὸς τὸ ὑπουργεῖον τῆς Παιδείας διὰ τὴν αὐστηρότητα τῶν ἐξεταστῶν.: [965, 507, 1268, 565]
- article-text: Σήμερον Κυριακήν καὶ ὥραν 6 1/2 μ.μ. εἰς τὸ θέατρον «Ὀλύμπια» δίδεται ἡ τελικὴ παράστασις τῆς δραματικῆς σχολῆς τοῦ Ἑλληνικοῦ Ὠδείου.: [12, 516, 247, 573]
- section-heading: ΚΙΝΗΜΑΤΟΓΡΑΦΟΙ: [352, 178, 464, 191]
- section-heading: ΜΕΤΑ ΜΕΣΗΜΒΡΙΑΝ: [699, 291, 819, 304]
- table-cell: 30.30: [1520, 408, 1554, 422]
- eukairia-title: ΕΥΚΑΙΡΙΑ: [1335, 966, 1505, 1000]
